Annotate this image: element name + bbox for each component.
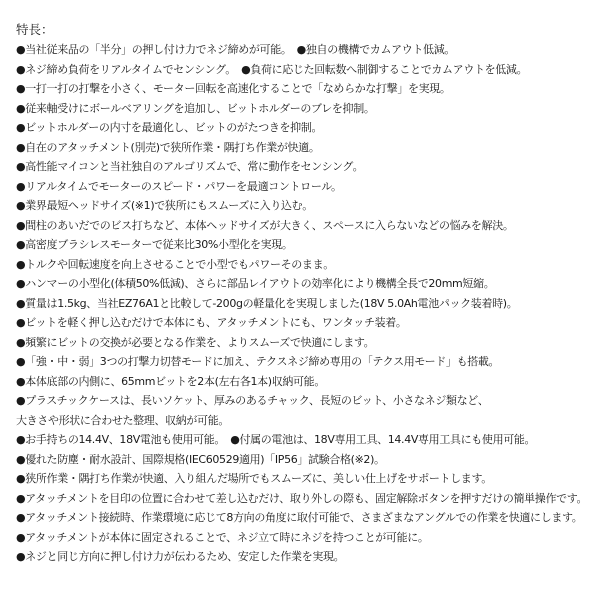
feature-line-continuation: 大きさや形状に合わせた整理、収納が可能。 bbox=[16, 413, 229, 427]
feature-line: ●ビットを軽く押し込むだけで本体にも、アタッチメントにも、ワンタッチ装着。 bbox=[16, 316, 407, 329]
feature-line: ●狭所作業・隅打ち作業が快適、入り組んだ場所でもスムーズに、美しい仕上げをサポートします。 bbox=[16, 472, 492, 485]
feature-line: ●アタッチメント接続時、作業環境に応じて8方向の角度に取付可能で、さまざまなアングルでの作業を快適にします。 bbox=[16, 511, 583, 524]
feature-line: ●高密度ブラシレスモーターで従来比30%小型化を実現。 bbox=[16, 238, 293, 251]
feature-line: ●アタッチメントを目印の位置に合わせて差し込むだけ、取り外しの際も、固定解除ボタンを押すだけの簡単操作です。 bbox=[16, 491, 588, 505]
features-heading: 特長： bbox=[16, 22, 54, 37]
feature-line: ●間柱のあいだでのビス打ちなど、本体ヘッドサイズが大きく、スペースに入らないなどの悩みを解決。 bbox=[16, 218, 514, 232]
feature-line: ●当社従来品の「半分」の押し付け力でネジ締めが可能。 ●独自の機構でカムアウト低減。 bbox=[16, 43, 455, 56]
feature-line: ●ビットホルダーの内寸を最適化し、ビットのがたつきを抑制。 bbox=[16, 121, 323, 134]
feature-line: ●従来軸受けにボールベアリングを追加し、ビットホルダーのブレを抑制。 bbox=[16, 101, 375, 115]
feature-line: ●一打一打の打撃を小さく、モーター回転を高速化することで「なめらかな打撃」を実現。 bbox=[16, 82, 451, 95]
feature-line: ●プラスチックケースは、長いソケット、厚みのあるチャック、長短のビット、小さなネジ類など、 bbox=[16, 394, 489, 407]
feature-line: ●質量は1.5kg、当社EZ76A1と比較して-200gの軽量化を実現しました(18V 5.0Ah電池パック装着時)。 bbox=[16, 296, 518, 310]
feature-line: ●優れた防塵・耐水設計、国際規格(IEC60529適用)「IP56」試験合格(※2)。 bbox=[16, 452, 385, 466]
feature-line: ●お手持ちの14.4V、18V電池も使用可能。 ●付属の電池は、18V専用工具、14.4V専用工具にも使用可能。 bbox=[16, 433, 536, 446]
feature-line: ●トルクや回転速度を向上させることで小型でもパワーそのまま。 bbox=[16, 257, 334, 271]
feature-line: ●ハンマーの小型化(体積50%低減)、さらに部品レイアウトの効率化により機構全長で20mm短縮。 bbox=[16, 277, 495, 290]
feature-line: ●頻繁にビットの交換が必要となる作業を、よりスムーズで快適にします。 bbox=[16, 335, 375, 349]
feature-line: ●リアルタイムでモーターのスピード・パワーを最適コントロール。 bbox=[16, 179, 342, 193]
feature-line: ●「強・中・弱」3つの打撃力切替モードに加え、テクスネジ締め専用の「テクス用モード」も搭載。 bbox=[16, 355, 500, 368]
feature-line: ●ネジ締め負荷をリアルタイムでセンシング。 ●負荷に応じた回転数へ制御することでカムアウトを低減。 bbox=[16, 62, 528, 76]
feature-line: ●本体底部の内側に、65mmビットを2本(左右各1本)収納可能。 bbox=[16, 374, 325, 388]
feature-line: ●高性能マイコンと当社独自のアルゴリズムで、常に動作をセンシング。 bbox=[16, 160, 364, 173]
feature-list-document bbox=[16, 22, 592, 570]
feature-line: ●自在のアタッチメント(別売)で狭所作業・隅打ち作業が快適。 bbox=[16, 140, 320, 154]
feature-line: ●ネジと同じ方向に押し付け力が伝わるため、安定した作業を実現。 bbox=[16, 550, 345, 563]
feature-line: ●業界最短ヘッドサイズ(※1)で狭所にもスムーズに入り込む。 bbox=[16, 199, 313, 212]
feature-line: ●アタッチメントが本体に固定されることで、ネジ立て時にネジを持つことが可能に。 bbox=[16, 530, 429, 544]
